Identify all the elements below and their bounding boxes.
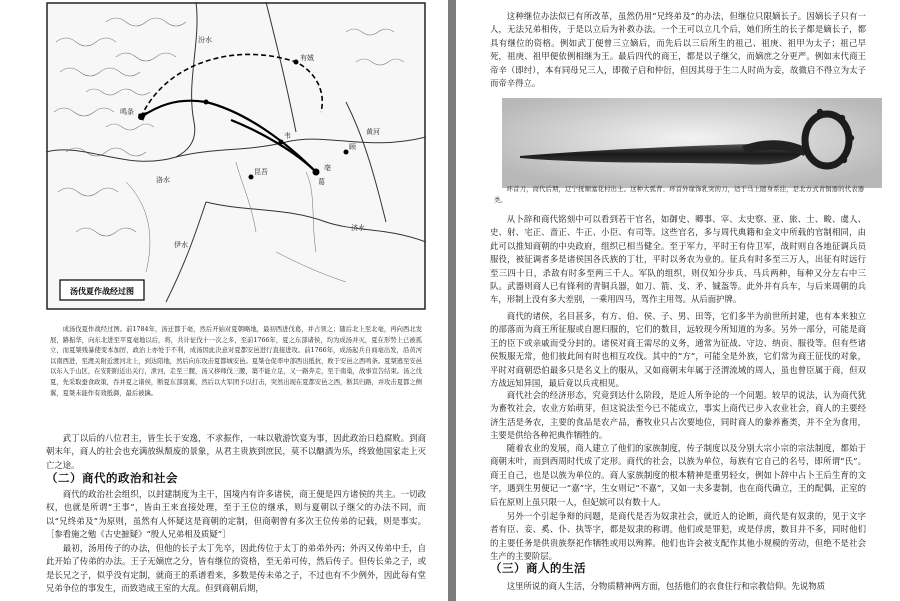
- paragraph: 武丁以后的八位君主，皆生长于安逸，不求振作，一味以敬游饮宴为事，因此政治日趋腐败。到商朝末年，商人的社会也充满放纵颓废的景象，从君主贵族到庶民，莫不以酗酒为乐，终致他国家走上灭亡之途。: [46, 433, 426, 470]
- battle-map: [46, 2, 426, 310]
- paragraph: 最初，汤用传子的办法，但他的长子太丁先卒，因此传位于太丁的弟弟外丙；外丙又传弟中壬，自此开始了传弟的办法。王子无嫡庶之分，皆有继位的资格，至无弟可传，然后传子。但传长弟之子，或是长兄之子，似乎没有定制，就商王的系谱看来，多数是传未弟之子，不过也有不少例外，因此每有堂兄弟争位的事发生，而致造成王室的大乱。但到商朝后期，: [46, 543, 426, 594]
- map-legend-title: 汤伐夏作战经过图: [70, 287, 134, 296]
- right-page: [456, 0, 900, 601]
- map-label: 昆吾: [254, 168, 268, 176]
- bronze-knife-photo: [502, 98, 882, 188]
- map-caption: 成汤伐夏作战经过图。前1784年，汤迁都于亳，然后开始对夏朝略地，最初西进伐葛，并占领之；随后北上至北亳，再向西北发展，路振华，向东北进至平夏亳地以后，将，共计征伐十一次之多，至前1766年，夏之东部诸侯，均为成汤并灭，夏在形势上已被孤立，而夏桀残暴使变本加厉，政治上亦处于不利，成汤因此决意对夏都安邑进行直接进攻。前1766年，成汤起兵自商亳出发，沿黄河以南西进，至渡关附近渡河北上，到达陪地，然后向东攻击夏都城安邑。夏桀仓促率中部西出抵抗，败于安邑之西鸣条。夏桀逃至安邑以东入于山区，在安阳附近出关行，泄河，走至三朡，汤又移师伐三朡，築不能立足，又一路奔走，至于南巢，战事宣告结束。汤之伐夏，先采取蚕食政策，吞并夏之诸侯，断夏东部羽翼，然后以大军团予以打击，突然出现在夏都安邑之西，断其归路，并攻击夏都之侧翼，夏桀未能作有效抵御，最后被擒。: [50, 326, 422, 397]
- paragraph: 商代社会的经济形态，究竟到达什么阶段，是近人所争论的一个问题。较早的说法，认为商代犹为畜牧社会，农业方始萌芽，但这说法至今已不能成立，事实上商代已步入农业社会，商人的主要经济生活是务农，主要的食品是农产品，畜牧业只占次要地位，同时商人的豢养畜类，并不全为食用，主要是供给各种祀典作牺牲的。: [490, 390, 866, 441]
- map-label: 鸣条: [120, 108, 134, 116]
- photo-caption: 环首刀，商代后期，辽宁抚顺塞花村出土。这种大弧背、环首外缘饰乳突的刀，适于马上随身系挂，是北方式青铜器的代表器类。: [494, 186, 864, 204]
- map-label: 伊水: [174, 241, 188, 249]
- section-heading: （二）商代的政治和社会: [46, 471, 178, 485]
- paragraph: 另外一个引起争辩的问题，是商代是否为奴隶社会，就近人的论断，商代是有奴隶的，见于文字者有臣、妾、奚、仆、执等字，都是奴隶的称谓。他们或是罪犯，或是俘虏，数目并不多，同时他们的主要任务是供贵族祭祀作牺牲或用以殉葬。他们也许会被支配作其他小规模的劳动，但绝不是社会生产的主要阶层。: [490, 511, 866, 562]
- map-label: 济水: [351, 224, 365, 232]
- map-label: 汾水: [198, 36, 212, 44]
- page-gutter: [448, 0, 456, 601]
- map-label: 韦: [284, 132, 291, 140]
- paragraph: 这种继位办法似已有所改革，虽然仍用“兄终弟及”的办法，但继位只限嫡长子。因嫡长子只有一人，无法兄弟相传，于是以立后为补救办法。一个王可以立几个后，她们所生的长子都是嫡长子，都具有继位的资格。例如武丁便曾三立嫡后，而先后以三后所生的祖己、祖庚、祖甲为太子；祖己早死，祖庚、祖甲便依例相继为王。最后四代的商王，都是以子继父，而嫡庶之分更严。例如末代商王帝辛（即纣），本有同母兄三人，即微子启和仲衍，但因其母于生二人时尚为妾，故微启不得立为太子而帝辛得立。: [490, 11, 866, 89]
- paragraph: 从卜辞和商代铭刻中可以看到若干官名，如御史、卿事、宰、太史察、亚、旅、士、畯、虞人、史、射、宅正、啬正、牛正、小臣、有司等。这些官名，多与周代典籍和金文中所载的官制相同，由此可以推知商朝的中央政府，组织已相当健全。至于军力，平时王有侍卫军，战时则自各地征调兵员服役，被征调者多是诸侯国各氏族的丁壮，平时以务农为业的。征兵有时多至三万人，出征有时远行至三四十日，杀敌有时多至两三千人。军队的组织，则仅知分步兵、马兵两种，每种又分左右中三队。武器则商人已有锋利的青铜兵器，如刀、箭、戈、矛、铖盔等。此外并有兵车，与后来周朝的兵车，形制上没有多大差别，一乘用四马，驾作主用驾。从后面护牌。: [490, 214, 866, 305]
- section-heading: （三）商人的生活: [490, 561, 586, 575]
- map-label: 黄河: [366, 128, 380, 136]
- map-label: 洛水: [156, 176, 170, 184]
- paragraph: 这里所说的商人生活，分物质精神两方面，包括他们的衣食住行和宗教信仰。先说物质: [506, 581, 826, 591]
- left-page: [0, 0, 448, 601]
- map-label: 亳: [324, 164, 331, 172]
- paragraph: 商代的诸侯，名目甚多，有方、伯、侯、子、男、田等，它们多半为前世所封建，也有本来独立的部落而为商王所征服或自愿归服的，它们的数目，远较现今所知道的为多。另外一部分，可能是商王的臣下或亲戚而受分封的。诸侯对商王需尽的义务，通常为征战、守边、纳贡、服役等。但有些诸侯叛服无常，他们彼此间有时也相互攻伐。其中的“方”，可能全是外族，它们常为商王征伐的对象，平时对商朝恐伯最多只是名义上的服从，又如商朝末年属于泾渭流域的周人，虽也曾臣属于商，但双方战远知异国，最后竟以兵戎相见。: [490, 311, 866, 389]
- map-label: 有娀: [300, 54, 314, 62]
- paragraph: 商代的政治社会组织，以封建制度为主干，国境内有许多诸侯，商王便是四方诸侯的共主。一切政权，也就是所谓“王事”，皆由王来直接处理，至于王位的继承，则与夏朝以子继父的办法不同，而以“兄终弟及”为原则，虽然有人怀疑这是商朝的定制，但商朝曾有多次王位传弟的记载，则是事实。［参看施之勉《古史摭疑》“殷人兄弟相及质疑”］: [46, 489, 426, 540]
- map-label: 葛: [318, 178, 325, 186]
- paragraph: 随着农业的发展，商人建立了他们的家族制度，传子制度以及分别大宗小宗的宗法制度，都始于商朝末叶，而到西周时代成了定形。商代的社会，以族为单位，每族有它自己的名号，即所谓“氏”。商王自己，也是以族为单位的。商人家族制度的根本精神是重男轻女，例如卜辞中占卜王后生育的文字，遇到生男便记一“嘉”字，生女则记“不嘉”，又如一夫多妻制，也在商代确立，王的配偶，正室的后在原则上虽只限一人，但妃嫔可以有数十人。: [490, 443, 866, 507]
- map-label: 顾: [349, 143, 356, 151]
